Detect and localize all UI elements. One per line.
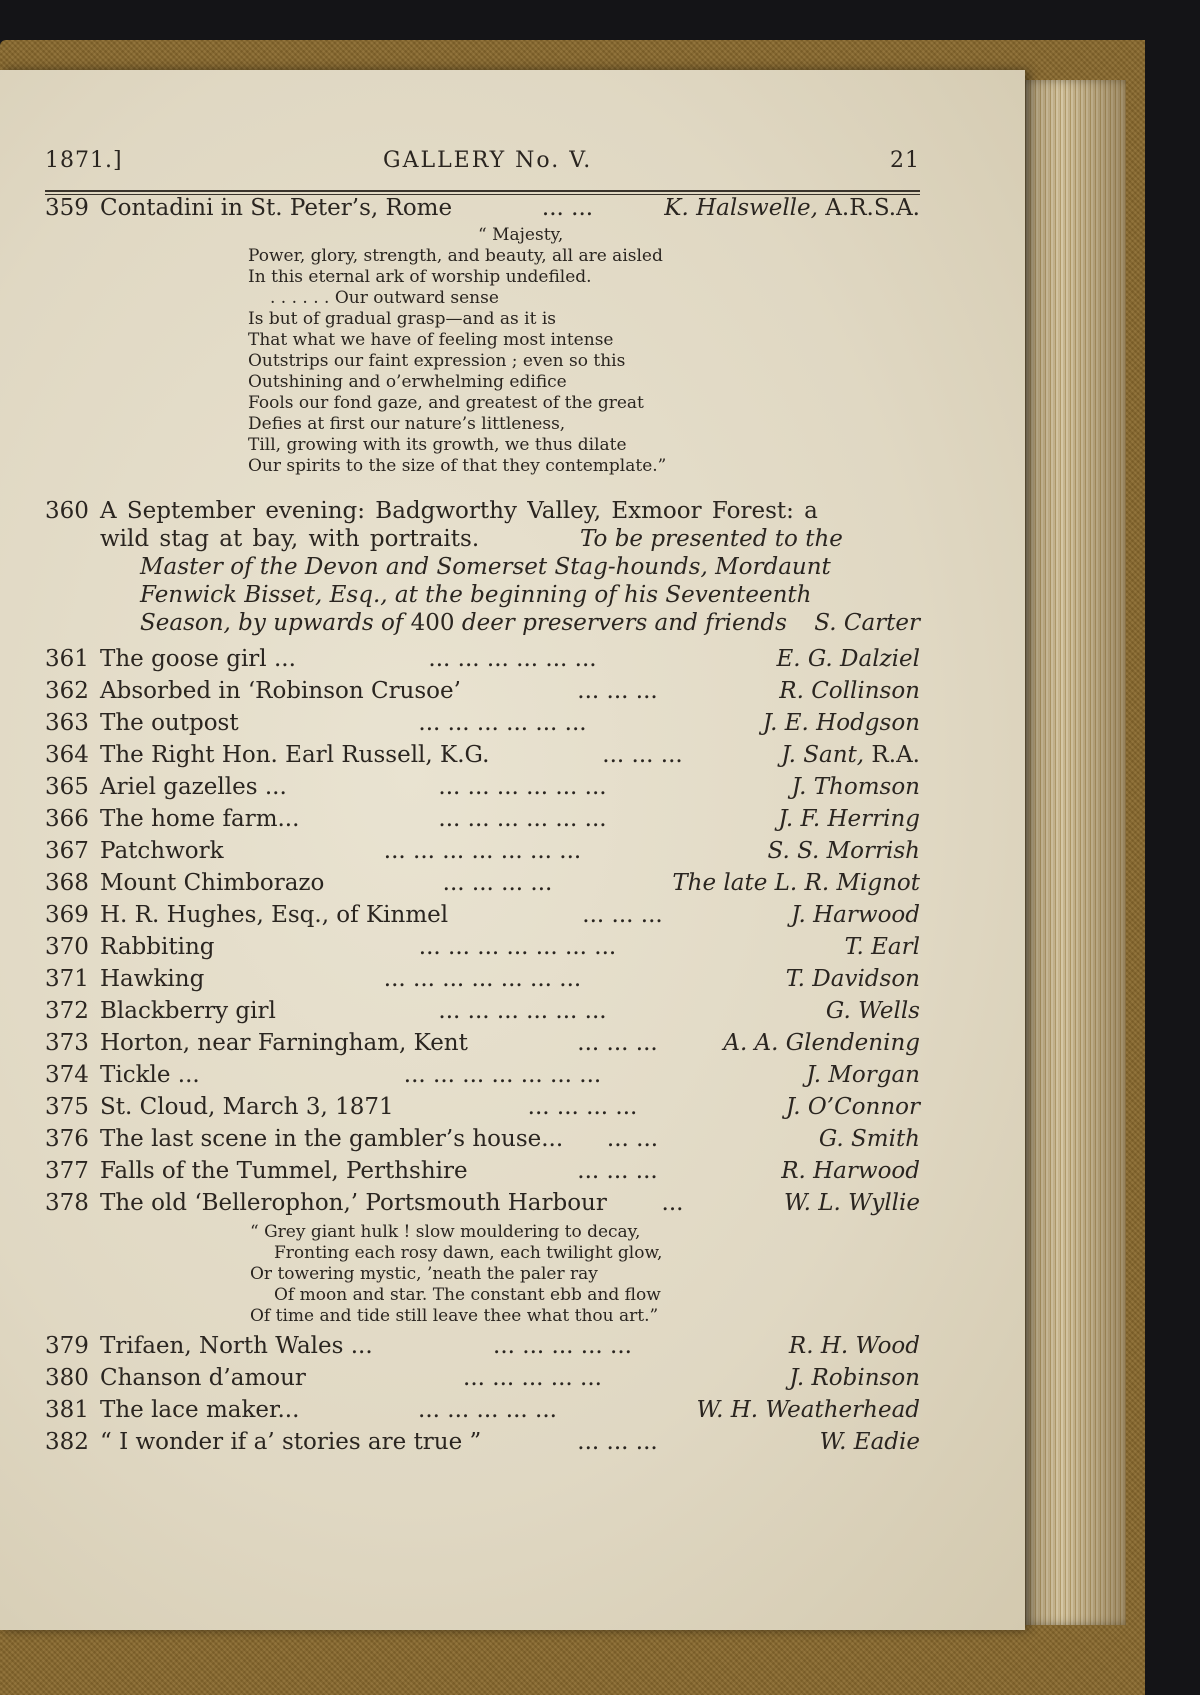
entry-title: The goose girl ...: [100, 646, 296, 672]
leader-dots: ... ... ...: [577, 678, 658, 704]
entry-title: Horton, near Farningham, Kent: [100, 1030, 468, 1056]
entry-artist: J. O’Connor: [785, 1094, 920, 1120]
entry-number: 359: [45, 195, 89, 221]
catalogue-entry-360: [45, 497, 920, 642]
leader-dots: ... ... ...: [577, 1429, 658, 1455]
entry-number: 370: [45, 934, 89, 960]
leader-dots: ... ...: [541, 195, 594, 221]
catalogue-entry: [45, 772, 920, 802]
entry-title: Rabbiting: [100, 934, 215, 960]
entry-artist: J. Thomson: [791, 774, 920, 800]
entry-title: Hawking: [100, 966, 205, 992]
entry-artist: R. Harwood: [781, 1158, 920, 1184]
entry-title: St. Cloud, March 3, 1871: [100, 1094, 394, 1120]
artist-name: K. Halswelle,: [664, 195, 818, 221]
catalogue-entry: [45, 1188, 920, 1218]
entry-artist: [664, 193, 920, 223]
verse-line: Till, growing with its growth, we thus dilate: [248, 435, 627, 455]
entry-title: The last scene in the gambler’s house...: [100, 1126, 564, 1152]
entry-artist: J. Morgan: [806, 1062, 920, 1088]
entry-title: Trifaen, North Wales ...: [100, 1333, 373, 1359]
catalogue-entry: [45, 836, 920, 866]
verse-line: That what we have of feeling most intense: [248, 330, 614, 350]
entry-artist: S. S. Morrish: [767, 838, 920, 864]
verse-quotation: [250, 1222, 662, 1327]
artist-suffix: R.A.: [864, 742, 920, 768]
entry-artist: J. E. Hodgson: [762, 710, 920, 736]
catalogue-entry: [45, 1092, 920, 1122]
entry-number: 360: [45, 498, 89, 524]
catalogue-entry: [45, 193, 920, 223]
leader-dots: ... ... ... ... ... ...: [428, 646, 597, 672]
entry-number: 376: [45, 1126, 89, 1152]
entry-number: 372: [45, 998, 89, 1024]
entry-title: Absorbed in ‘Robinson Crusoe’: [100, 678, 461, 704]
entry-number: 378: [45, 1190, 89, 1216]
artist-suffix: A.R.S.A.: [817, 195, 920, 221]
entry-artist: J. Robinson: [789, 1365, 920, 1391]
entry-title: The outpost: [100, 710, 239, 736]
entry-artist: The late L. R. Mignot: [672, 870, 920, 896]
page-edges: [1018, 80, 1126, 1625]
verse-line: In this eternal ark of worship undefiled.: [248, 267, 592, 287]
catalogue-entry: [45, 740, 920, 770]
leader-dots: ... ... ... ... ... ... ...: [418, 934, 617, 960]
leader-dots: ... ... ... ... ...: [418, 1397, 557, 1423]
entry-artist: T. Davidson: [785, 966, 920, 992]
verse-line: Is but of gradual grasp—and as it is: [248, 309, 557, 329]
leader-dots: ... ... ... ... ... ...: [438, 998, 607, 1024]
catalogue-entry: [45, 1427, 920, 1457]
catalogue-entry: [45, 644, 920, 674]
catalogue-entry: [45, 1124, 920, 1154]
catalogue-entry: [45, 996, 920, 1026]
entry-number: 365: [45, 774, 89, 800]
entry-artist: W. Eadie: [819, 1429, 920, 1455]
entry-artist: S. Carter: [814, 610, 920, 636]
entry-title: Ariel gazelles ...: [100, 774, 287, 800]
book-page: [0, 70, 1025, 1630]
entry-number: 381: [45, 1397, 89, 1423]
page-number: 21: [890, 148, 920, 173]
entry-title: Blackberry girl: [100, 998, 276, 1024]
entry-title: Falls of the Tummel, Perthshire: [100, 1158, 468, 1184]
entry-title-line: wild stag at bay, with portraits.: [100, 526, 480, 552]
verse-line: Outstrips our faint expression ; even so this: [248, 351, 626, 371]
verse-line: “ Majesty,: [478, 225, 564, 245]
entry-number: 377: [45, 1158, 89, 1184]
leader-dots: ... ...: [606, 1126, 659, 1152]
entry-number: 380: [45, 1365, 89, 1391]
entry-number: 363: [45, 710, 89, 736]
entry-artist: T. Earl: [844, 934, 920, 960]
entry-dedication-line: [140, 609, 787, 637]
entry-artist: G. Smith: [818, 1126, 920, 1152]
header-year: 1871.]: [45, 148, 123, 173]
verse-line: Of moon and star. The constant ebb and flow: [274, 1285, 661, 1305]
catalogue-entry: [45, 708, 920, 738]
entry-artist: J. F. Herring: [778, 806, 920, 832]
entry-number: 375: [45, 1094, 89, 1120]
header-rule: [45, 190, 920, 192]
verse-line: . . . . . . Our outward sense: [270, 288, 499, 308]
verse-line: “ Grey giant hulk ! slow mouldering to decay,: [250, 1222, 641, 1242]
leader-dots: ... ... ... ... ... ... ...: [383, 966, 582, 992]
entry-dedication: To be presented to the: [580, 526, 843, 552]
entry-artist: E. G. Dalziel: [776, 646, 920, 672]
entry-number: 379: [45, 1333, 89, 1359]
entry-artist: W. L. Wyllie: [784, 1190, 920, 1216]
artist-name: J. Sant,: [781, 742, 865, 768]
header-gallery: GALLERY No. V.: [383, 148, 593, 173]
verse-line: Defies at first our nature’s littleness,: [248, 414, 566, 434]
entry-number: 366: [45, 806, 89, 832]
entry-artist: R. Collinson: [779, 678, 920, 704]
leader-dots: ... ... ...: [577, 1030, 658, 1056]
entry-dedication: Fenwick Bisset, Esq., at the beginning of his Seventeenth: [140, 582, 812, 608]
catalogue-entry: [45, 1028, 920, 1058]
entry-number: 373: [45, 1030, 89, 1056]
catalogue-entry: [45, 900, 920, 930]
verse-line: Fronting each rosy dawn, each twilight glow,: [274, 1243, 663, 1263]
leader-dots: ...: [661, 1190, 684, 1216]
leader-dots: ... ... ... ... ... ...: [418, 710, 587, 736]
entry-artist: R. H. Wood: [788, 1333, 920, 1359]
entry-number: 382: [45, 1429, 89, 1455]
verse-line: Our spirits to the size of that they contemplate.”: [248, 456, 667, 476]
catalogue-entry: [45, 1395, 920, 1425]
entry-artist: W. H. Weatherhead: [696, 1397, 920, 1423]
running-header: [45, 148, 920, 184]
verse-line: Or towering mystic, ’neath the paler ray: [250, 1264, 598, 1284]
verse-line: Fools our fond gaze, and greatest of the great: [248, 393, 644, 413]
leader-dots: ... ... ... ... ... ...: [438, 774, 607, 800]
entry-number: 367: [45, 838, 89, 864]
verse-quotation: [248, 225, 666, 477]
dedication-text: Season, by upwards of: [140, 610, 411, 636]
entry-number: 369: [45, 902, 89, 928]
entry-number: 368: [45, 870, 89, 896]
leader-dots: ... ... ... ... ... ...: [438, 806, 607, 832]
entry-number: 362: [45, 678, 89, 704]
entry-artist: J. Harwood: [791, 902, 920, 928]
entry-dedication: Master of the Devon and Somerset Stag-hounds, Mordaunt: [140, 554, 831, 580]
entry-number: 364: [45, 742, 89, 768]
catalogue-entry: [45, 1156, 920, 1186]
leader-dots: ... ... ... ... ...: [493, 1333, 632, 1359]
catalogue-entry: [45, 1363, 920, 1393]
leader-dots: ... ... ... ... ... ... ...: [403, 1062, 602, 1088]
leader-dots: ... ... ...: [582, 902, 663, 928]
dedication-number: 400: [410, 610, 455, 636]
catalogue-entry: [45, 1331, 920, 1361]
verse-line: Outshining and o’erwhelming edifice: [248, 372, 567, 392]
entry-title: Chanson d’amour: [100, 1365, 306, 1391]
leader-dots: ... ... ...: [602, 742, 683, 768]
entry-artist: G. Wells: [825, 998, 920, 1024]
dedication-text: deer preservers and friends: [454, 610, 787, 636]
catalogue-entry: [45, 804, 920, 834]
catalogue-entry: [45, 1060, 920, 1090]
entry-number: 361: [45, 646, 89, 672]
entry-title: Contadini in St. Peter’s, Rome: [100, 195, 453, 221]
entry-title: H. R. Hughes, Esq., of Kinmel: [100, 902, 449, 928]
leader-dots: ... ... ... ...: [527, 1094, 638, 1120]
entry-title: Patchwork: [100, 838, 224, 864]
entry-artist: [781, 740, 920, 770]
entry-title: The home farm...: [100, 806, 300, 832]
entry-title: Tickle ...: [100, 1062, 200, 1088]
catalogue-entry: [45, 932, 920, 962]
verse-line: Power, glory, strength, and beauty, all are aisled: [248, 246, 663, 266]
entry-number: 371: [45, 966, 89, 992]
leader-dots: ... ... ... ... ...: [463, 1365, 602, 1391]
leader-dots: ... ... ...: [577, 1158, 658, 1184]
entry-title: The Right Hon. Earl Russell, K.G.: [100, 742, 490, 768]
leader-dots: ... ... ... ... ... ... ...: [383, 838, 582, 864]
entry-title: “ I wonder if a’ stories are true ”: [100, 1429, 482, 1455]
leader-dots: ... ... ... ...: [442, 870, 553, 896]
entry-artist: A. A. Glendening: [723, 1030, 920, 1056]
entry-title: The lace maker...: [100, 1397, 300, 1423]
entry-title: Mount Chimborazo: [100, 870, 325, 896]
catalogue-entry: [45, 676, 920, 706]
entry-title: The old ‘Bellerophon,’ Portsmouth Harbour: [100, 1190, 607, 1216]
catalogue-entry: [45, 868, 920, 898]
verse-line: Of time and tide still leave thee what thou art.”: [250, 1306, 659, 1326]
entry-title-line: A September evening: Badgworthy Valley, Exmoor Forest: a: [100, 498, 818, 524]
catalogue-entry: [45, 964, 920, 994]
entry-number: 374: [45, 1062, 89, 1088]
